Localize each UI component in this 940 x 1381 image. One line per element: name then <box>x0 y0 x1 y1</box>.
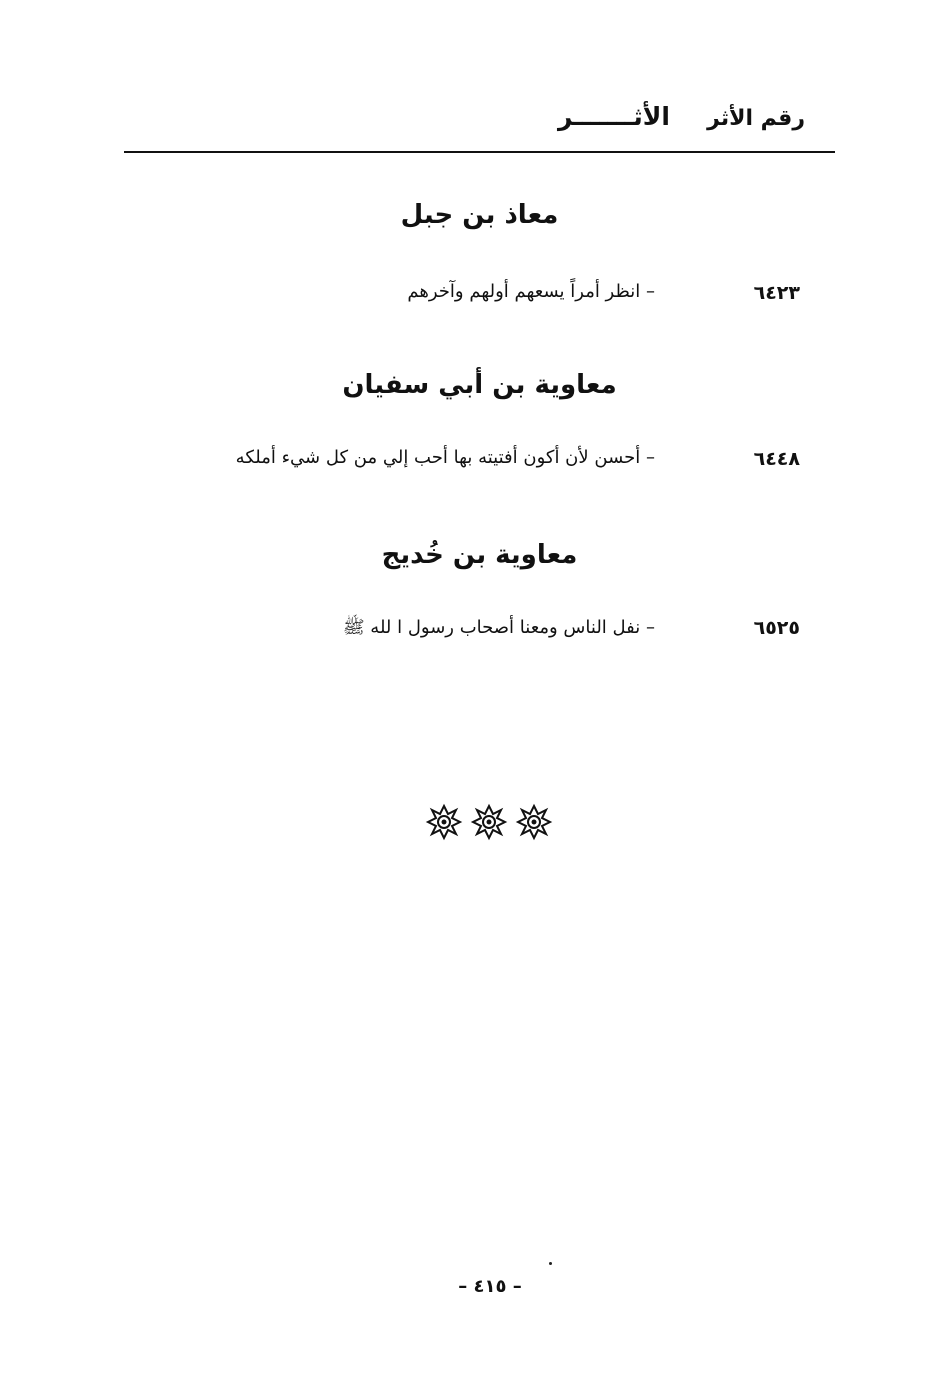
entry-number: ٦٥٢٥ <box>753 617 800 639</box>
section-heading-muawiya-khudayj: معاوية بن خُديج <box>381 540 578 570</box>
page-number: – ٤١٥ – <box>458 1276 522 1297</box>
flower-ornament-icon <box>424 802 464 842</box>
entry-text: – انظر أمراً يسعهم أولهم وآخرهم <box>407 281 655 302</box>
section-end-ornament <box>424 800 554 844</box>
print-speck <box>549 1262 552 1265</box>
header-rule <box>124 151 835 153</box>
flower-ornament-icon <box>514 802 554 842</box>
entry-number: ٦٤٤٨ <box>753 448 800 470</box>
section-heading-muadh: معاذ بن جبل <box>400 200 559 230</box>
entry-number: ٦٤٢٣ <box>753 282 800 304</box>
section-heading-muawiya-abi-sufyan: معاوية بن أبي سفيان <box>342 370 617 400</box>
column-header-athar: الأثـــــــر <box>558 102 670 131</box>
entry-text: – نفل الناس ومعنا أصحاب رسول ا لله ﷺ <box>342 617 655 638</box>
entry-text: – أحسن لأن أكون أفتيته بها أحب إلي من كل شيء أملكه <box>235 447 655 468</box>
flower-ornament-icon <box>469 802 509 842</box>
column-header-number: رقم الأثر <box>707 106 805 131</box>
